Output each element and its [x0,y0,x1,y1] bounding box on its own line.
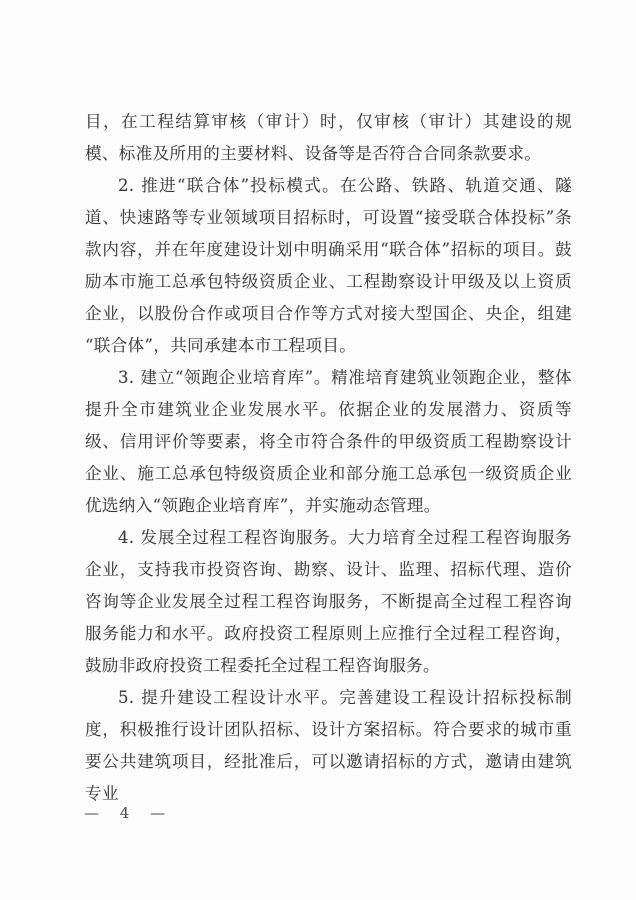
paragraph-item-2: 2. 推进“联合体”投标模式。在公路、铁路、轨道交通、隧道、快速路等专业领域项目招标时，可设置“接受联合体投标”条款内容，并在年度建设计划中明确采用“联合体”招标的项目。鼓励本市施工总承包特级资质企业、工程勘察设计甲级及以上资质企业，以股份合作或项目合作等方式对接大型国企、央企，组建“联合体”，共同承建本市工程项目。 [85,176,572,355]
page-number: — 4 — [84,804,167,822]
paragraph-item-3: 3. 建立“领跑企业培育库”。精准培育建筑业领跑企业，整体提升全市建筑业企业发展水平。依据企业的发展潜力、资质等级、信用评价等要素，将全市符合条件的甲级资质工程勘察设计企业、施工总承包特级资质企业和部分施工总承包一级资质企业优选纳入“领跑企业培育库”，并实施动态管理。 [85,368,572,515]
paragraph-continued: 目，在工程结算审核（审计）时，仅审核（审计）其建设的规模、标准及所用的主要材料、设备等是否符合合同条款要求。 [85,112,572,163]
paragraph-item-5: 5. 提升建设工程设计水平。完善建设工程设计招标投标制度，积极推行设计团队招标、设计方案招标。符合要求的城市重要公共建筑项目，经批准后，可以邀请招标的方式，邀请由建筑专业 [85,688,572,803]
paragraph-item-4: 4. 发展全过程工程咨询服务。大力培育全过程工程咨询服务企业，支持我市投资咨询、勘察、设计、监理、招标代理、造价咨询等企业发展全过程工程咨询服务，不断提高全过程工程咨询服务能力和水平。政府投资工程原则上应推行全过程工程咨询，鼓励非政府投资工程委托全过程工程咨询服务。 [85,528,572,675]
document-body [85,106,572,810]
page-footer [84,802,166,824]
